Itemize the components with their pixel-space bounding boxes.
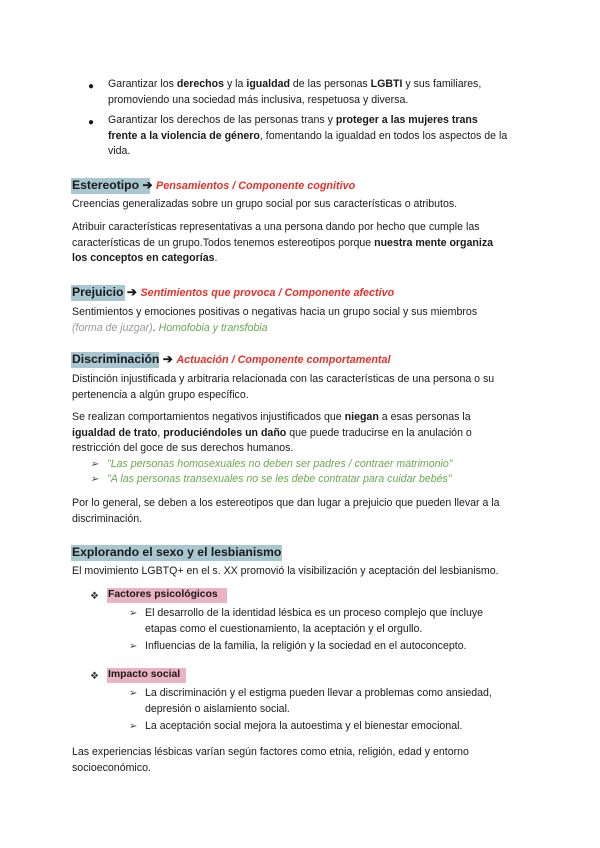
explorando-p2: Las experiencias lésbicas varían según factores como etnia, religión, edad y entorno socioeconómico. xyxy=(72,746,469,774)
discriminacion-example-2: "A las personas transexuales no se les debe contratar para cuidar bebés" xyxy=(107,473,452,485)
prejuicio-p1: Sentimientos y emociones positivas o negativas hacia un grupo social y sus miembros (forma de juzgar). Homofobia y transfobia xyxy=(72,306,478,334)
discriminacion-example-1: "Las personas homosexuales no deben ser padres / contraer matrimonio" xyxy=(107,458,453,470)
triangle-bullet-icon: ➢ xyxy=(129,608,138,619)
impacto-item-1: La discriminación y el estigma pueden llevar a problemas como ansiedad, depresión o aislamiento social. xyxy=(145,687,492,715)
discriminacion-heading: Discriminación ➔ Actuación / Componente comportamental xyxy=(72,352,391,366)
prejuicio-heading: Prejuicio ➔ Sentimientos que provoca / Componente afectivo xyxy=(72,285,395,299)
triangle-bullet-icon: ➢ xyxy=(90,459,99,470)
discriminacion-p1: Distinción injustificada y arbitraria relacionada con las características de una persona o su pertenencia a algún grupo específico. xyxy=(72,373,495,401)
bullet-dot: ● xyxy=(88,81,95,92)
intro-bullet-2: Garantizar los derechos de las personas trans y proteger a las mujeres trans frente a la violencia de género, fomentando la igualdad en todos los aspectos de la vida. xyxy=(108,114,508,157)
estereotipo-p2: Atribuir características representativas a una persona dando por hecho que cumple las características de un grupo.Todos tenemos estereotipos porque nuestra mente organiza los conceptos en categorías. xyxy=(72,221,494,264)
arrow-icon: ➔ xyxy=(162,352,173,366)
intro-bullet-1: Garantizar los derechos y la igualdad de las personas LGBTI y sus familiares, promoviendo una sociedad más inclusiva, respetuosa y diversa. xyxy=(108,78,482,106)
bullet-dot: ● xyxy=(88,117,95,128)
triangle-bullet-icon: ➢ xyxy=(129,721,138,732)
factores-item-1: El desarrollo de la identidad lésbica es un proceso complejo que incluye etapas como el cuestionamiento, la aceptación y el orgullo. xyxy=(145,607,484,635)
factores-item-2: Influencias de la familia, la religión y la sociedad en el autoconcepto. xyxy=(145,640,467,652)
estereotipo-heading: Estereotipo ➔ Pensamientos / Componente cognitivo xyxy=(72,178,356,192)
arrow-icon: ➔ xyxy=(126,285,138,299)
discriminacion-p2: Se realizan comportamientos negativos injustificados que niegan a esas personas la igualdad de trato, produciéndoles un daño que puede traducirse en la anulación o restricción del goce de sus derechos humanos. xyxy=(72,411,472,454)
explorando-heading: Explorando el sexo y el lesbianismo xyxy=(72,545,282,559)
impacto-heading: Impacto social xyxy=(108,669,181,680)
diamond-bullet-icon: ❖ xyxy=(90,591,99,602)
diamond-bullet-icon: ❖ xyxy=(90,671,99,682)
triangle-bullet-icon: ➢ xyxy=(129,641,138,652)
triangle-bullet-icon: ➢ xyxy=(90,474,99,485)
arrow-icon: ➔ xyxy=(142,178,153,192)
discriminacion-p3: Por lo general, se deben a los estereotipos que dan lugar a prejuicio que pueden llevar a la discriminación. xyxy=(72,497,500,525)
triangle-bullet-icon: ➢ xyxy=(129,688,138,699)
impacto-item-2: La aceptación social mejora la autoestima y el bienestar emocional. xyxy=(145,720,463,732)
factores-heading: Factores psicológicos xyxy=(108,589,218,600)
estereotipo-p1: Creencias generalizadas sobre un grupo social por sus características o atributos. xyxy=(72,198,458,210)
explorando-p1: El movimiento LGBTQ+ en el s. XX promovió la visibilización y aceptación del lesbianismo. xyxy=(72,565,499,577)
